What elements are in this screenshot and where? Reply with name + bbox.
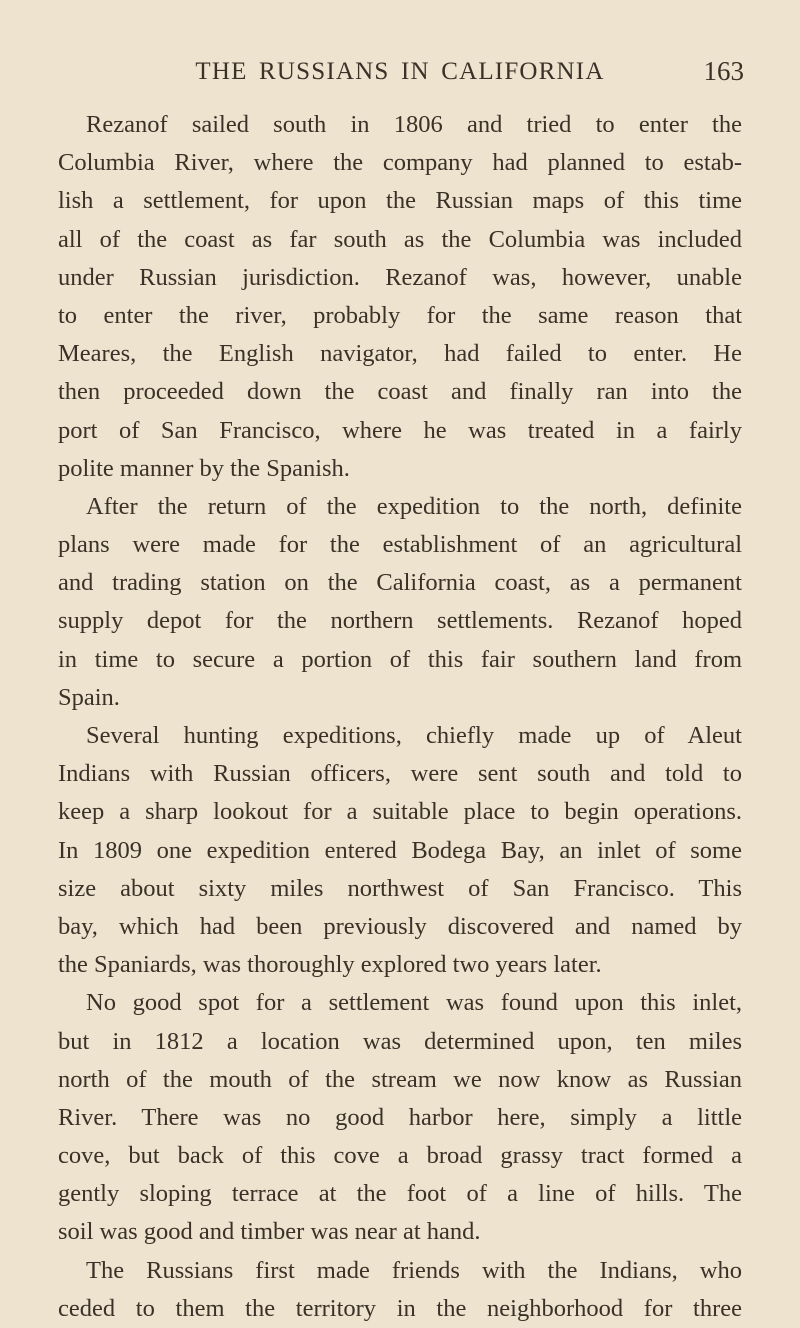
text-line: all of the coast as far south as the Columbia was included	[58, 225, 742, 253]
text-line: under Russian jurisdiction. Rezanof was, however, unable	[58, 263, 742, 291]
text-line: No good spot for a settlement was found upon this inlet,	[86, 989, 742, 1017]
running-head	[0, 52, 800, 92]
text-line: bay, which had been previously discovered and named by	[58, 912, 742, 940]
text-line: gently sloping terrace at the foot of a line of hills. The	[58, 1180, 742, 1208]
text-line: soil was good and timber was near at hand.	[58, 1218, 481, 1246]
text-line: size about sixty miles northwest of San Francisco. This	[58, 874, 742, 902]
text-line: Indians with Russian officers, were sent south and told to	[58, 760, 742, 788]
text-line: After the return of the expedition to the north, definite	[86, 492, 742, 520]
text-line: plans were made for the establishment of an agricultural	[58, 531, 742, 559]
text-line: then proceeded down the coast and finally ran into the	[58, 378, 742, 406]
text-line: cove, but back of this cove a broad grassy tract formed a	[58, 1142, 742, 1170]
text-line: Several hunting expeditions, chiefly made up of Aleut	[86, 722, 742, 749]
text-line: polite manner by the Spanish.	[58, 454, 350, 482]
body-text	[58, 106, 742, 1328]
text-line: to enter the river, probably for the same reason that	[58, 301, 742, 329]
text-line: In 1809 one expedition entered Bodega Bay, an inlet of some	[58, 836, 742, 864]
text-line: The Russians first made friends with the Indians, who	[86, 1256, 742, 1284]
text-line: River. There was no good harbor here, simply a little	[58, 1103, 742, 1131]
text-line: lish a settlement, for upon the Russian maps of this time	[58, 187, 742, 215]
text-line: supply depot for the northern settlements. Rezanof hoped	[58, 607, 742, 635]
text-line: north of the mouth of the stream we now know as Russian	[58, 1065, 742, 1093]
text-line: in time to secure a portion of this fair southern land from	[58, 645, 742, 673]
text-line: but in 1812 a location was determined upon, ten miles	[58, 1027, 742, 1055]
text-line: port of San Francisco, where he was treated in a fairly	[58, 416, 742, 444]
text-line: Meares, the English navigator, had failed to enter. He	[58, 340, 742, 368]
text-line: keep a sharp lookout for a suitable place to begin operations.	[58, 798, 742, 826]
text-line: Columbia River, where the company had planned to estab-	[58, 149, 742, 177]
page-number: 163	[703, 56, 744, 86]
text-line: Spain.	[58, 683, 120, 711]
running-title: THE RUSSIANS IN CALIFORNIA	[195, 58, 605, 85]
text-line: Rezanof sailed south in 1806 and tried to enter the	[86, 111, 742, 138]
text-line: and trading station on the California coast, as a permanent	[58, 569, 742, 597]
text-line: the Spaniards, was thoroughly explored two years later.	[58, 951, 602, 979]
text-line: ceded to them the territory in the neighborhood for three	[58, 1294, 742, 1322]
